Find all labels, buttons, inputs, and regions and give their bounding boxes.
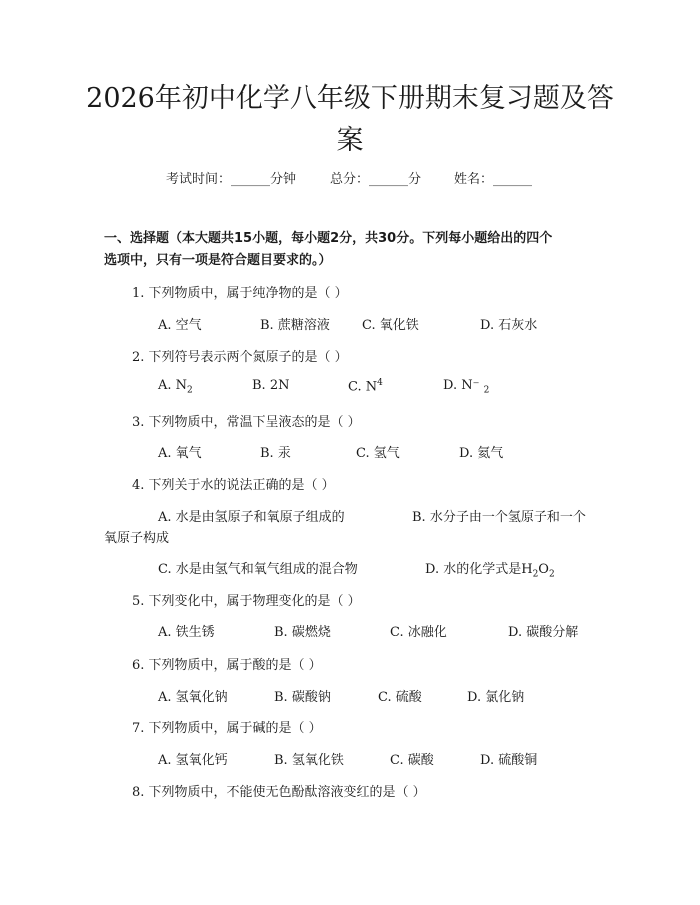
total-score-field: 总分：______分	[330, 172, 422, 187]
exam-time-field: 考试时间：______分钟	[166, 172, 297, 187]
question-7-stem: 7. 下列物质中，属于碱的是（ ）	[132, 721, 322, 736]
question-1-option-c: C. 氧化铁	[362, 318, 419, 333]
question-2-option-c: C. $N^4$	[348, 378, 383, 395]
section-heading	[104, 228, 604, 272]
question-7-option-c: C. 碳酸	[390, 753, 434, 768]
question-4-option-a: A. 水是由氢原子和氧原子组成的	[158, 510, 345, 525]
question-1-option-d: D. 石灰水	[480, 318, 538, 333]
question-6-option-c: C. 硫酸	[378, 690, 422, 705]
question-4-option-b-continued: 氧原子构成	[104, 531, 170, 546]
question-4-option-d: D. 水的化学式是$H_2O_2$	[425, 562, 555, 580]
question-8-stem: 8. 下列物质中，不能使无色酚酞溶液变红的是（ ）	[132, 785, 426, 800]
title-line-2: 案	[336, 125, 364, 156]
question-3-option-c: C. 氢气	[356, 446, 400, 461]
question-3-option-d: D. 氦气	[459, 446, 504, 461]
question-2-stem: 2. 下列符号表示两个氮原子的是（ ）	[132, 350, 348, 365]
question-6-option-b: B. 碳酸钠	[274, 690, 331, 705]
question-1-stem: 1. 下列物质中，属于纯净物的是（ ）	[132, 286, 348, 301]
question-4-stem: 4. 下列关于水的说法正确的是（ ）	[132, 478, 335, 493]
question-2-option-d: D. N⁻ $_2$	[443, 378, 490, 396]
question-5-option-d: D. 碳酸分解	[508, 625, 579, 640]
question-3-stem: 3. 下列物质中，常温下呈液态的是（ ）	[132, 415, 361, 430]
question-7-option-d: D. 硫酸铜	[480, 753, 538, 768]
question-5-option-a: A. 铁生锈	[158, 625, 215, 640]
question-5-option-c: C. 冰融化	[390, 625, 447, 640]
title-line-1: 2026年初中化学八年级下册期末复习题及答	[86, 83, 614, 114]
document-title	[40, 78, 660, 162]
section-heading-line-2: 选项中，只有一项是符合题目要求的。）	[104, 253, 332, 268]
question-7-option-a: A. 氢氧化钙	[158, 753, 228, 768]
name-field: 姓名：______	[454, 172, 533, 187]
question-5-option-b: B. 碳燃烧	[274, 625, 331, 640]
question-1-option-b: B. 蔗糖溶液	[260, 318, 330, 333]
question-3-option-a: A. 氧气	[158, 446, 202, 461]
section-heading-line-1: 一、选择题（本大题共15小题，每小题2分，共30分。下列每小题给出的四个	[104, 231, 553, 246]
question-5-stem: 5. 下列变化中，属于物理变化的是（ ）	[132, 594, 361, 609]
question-7-option-b: B. 氢氧化铁	[274, 753, 344, 768]
question-4-option-c: C. 水是由氢气和氧气组成的混合物	[158, 562, 358, 577]
question-6-option-d: D. 氯化钠	[467, 690, 525, 705]
question-6-stem: 6. 下列物质中，属于酸的是（ ）	[132, 658, 322, 673]
question-4-option-b: B. 水分子由一个氢原子和一个	[412, 510, 586, 525]
question-1-option-a: A. 空气	[158, 318, 202, 333]
question-2-option-a: A. $N_2$	[158, 378, 193, 396]
question-6-option-a: A. 氢氧化钠	[158, 690, 228, 705]
question-3-option-b: B. 汞	[260, 446, 291, 461]
question-2-option-b: B. 2N	[252, 378, 290, 393]
